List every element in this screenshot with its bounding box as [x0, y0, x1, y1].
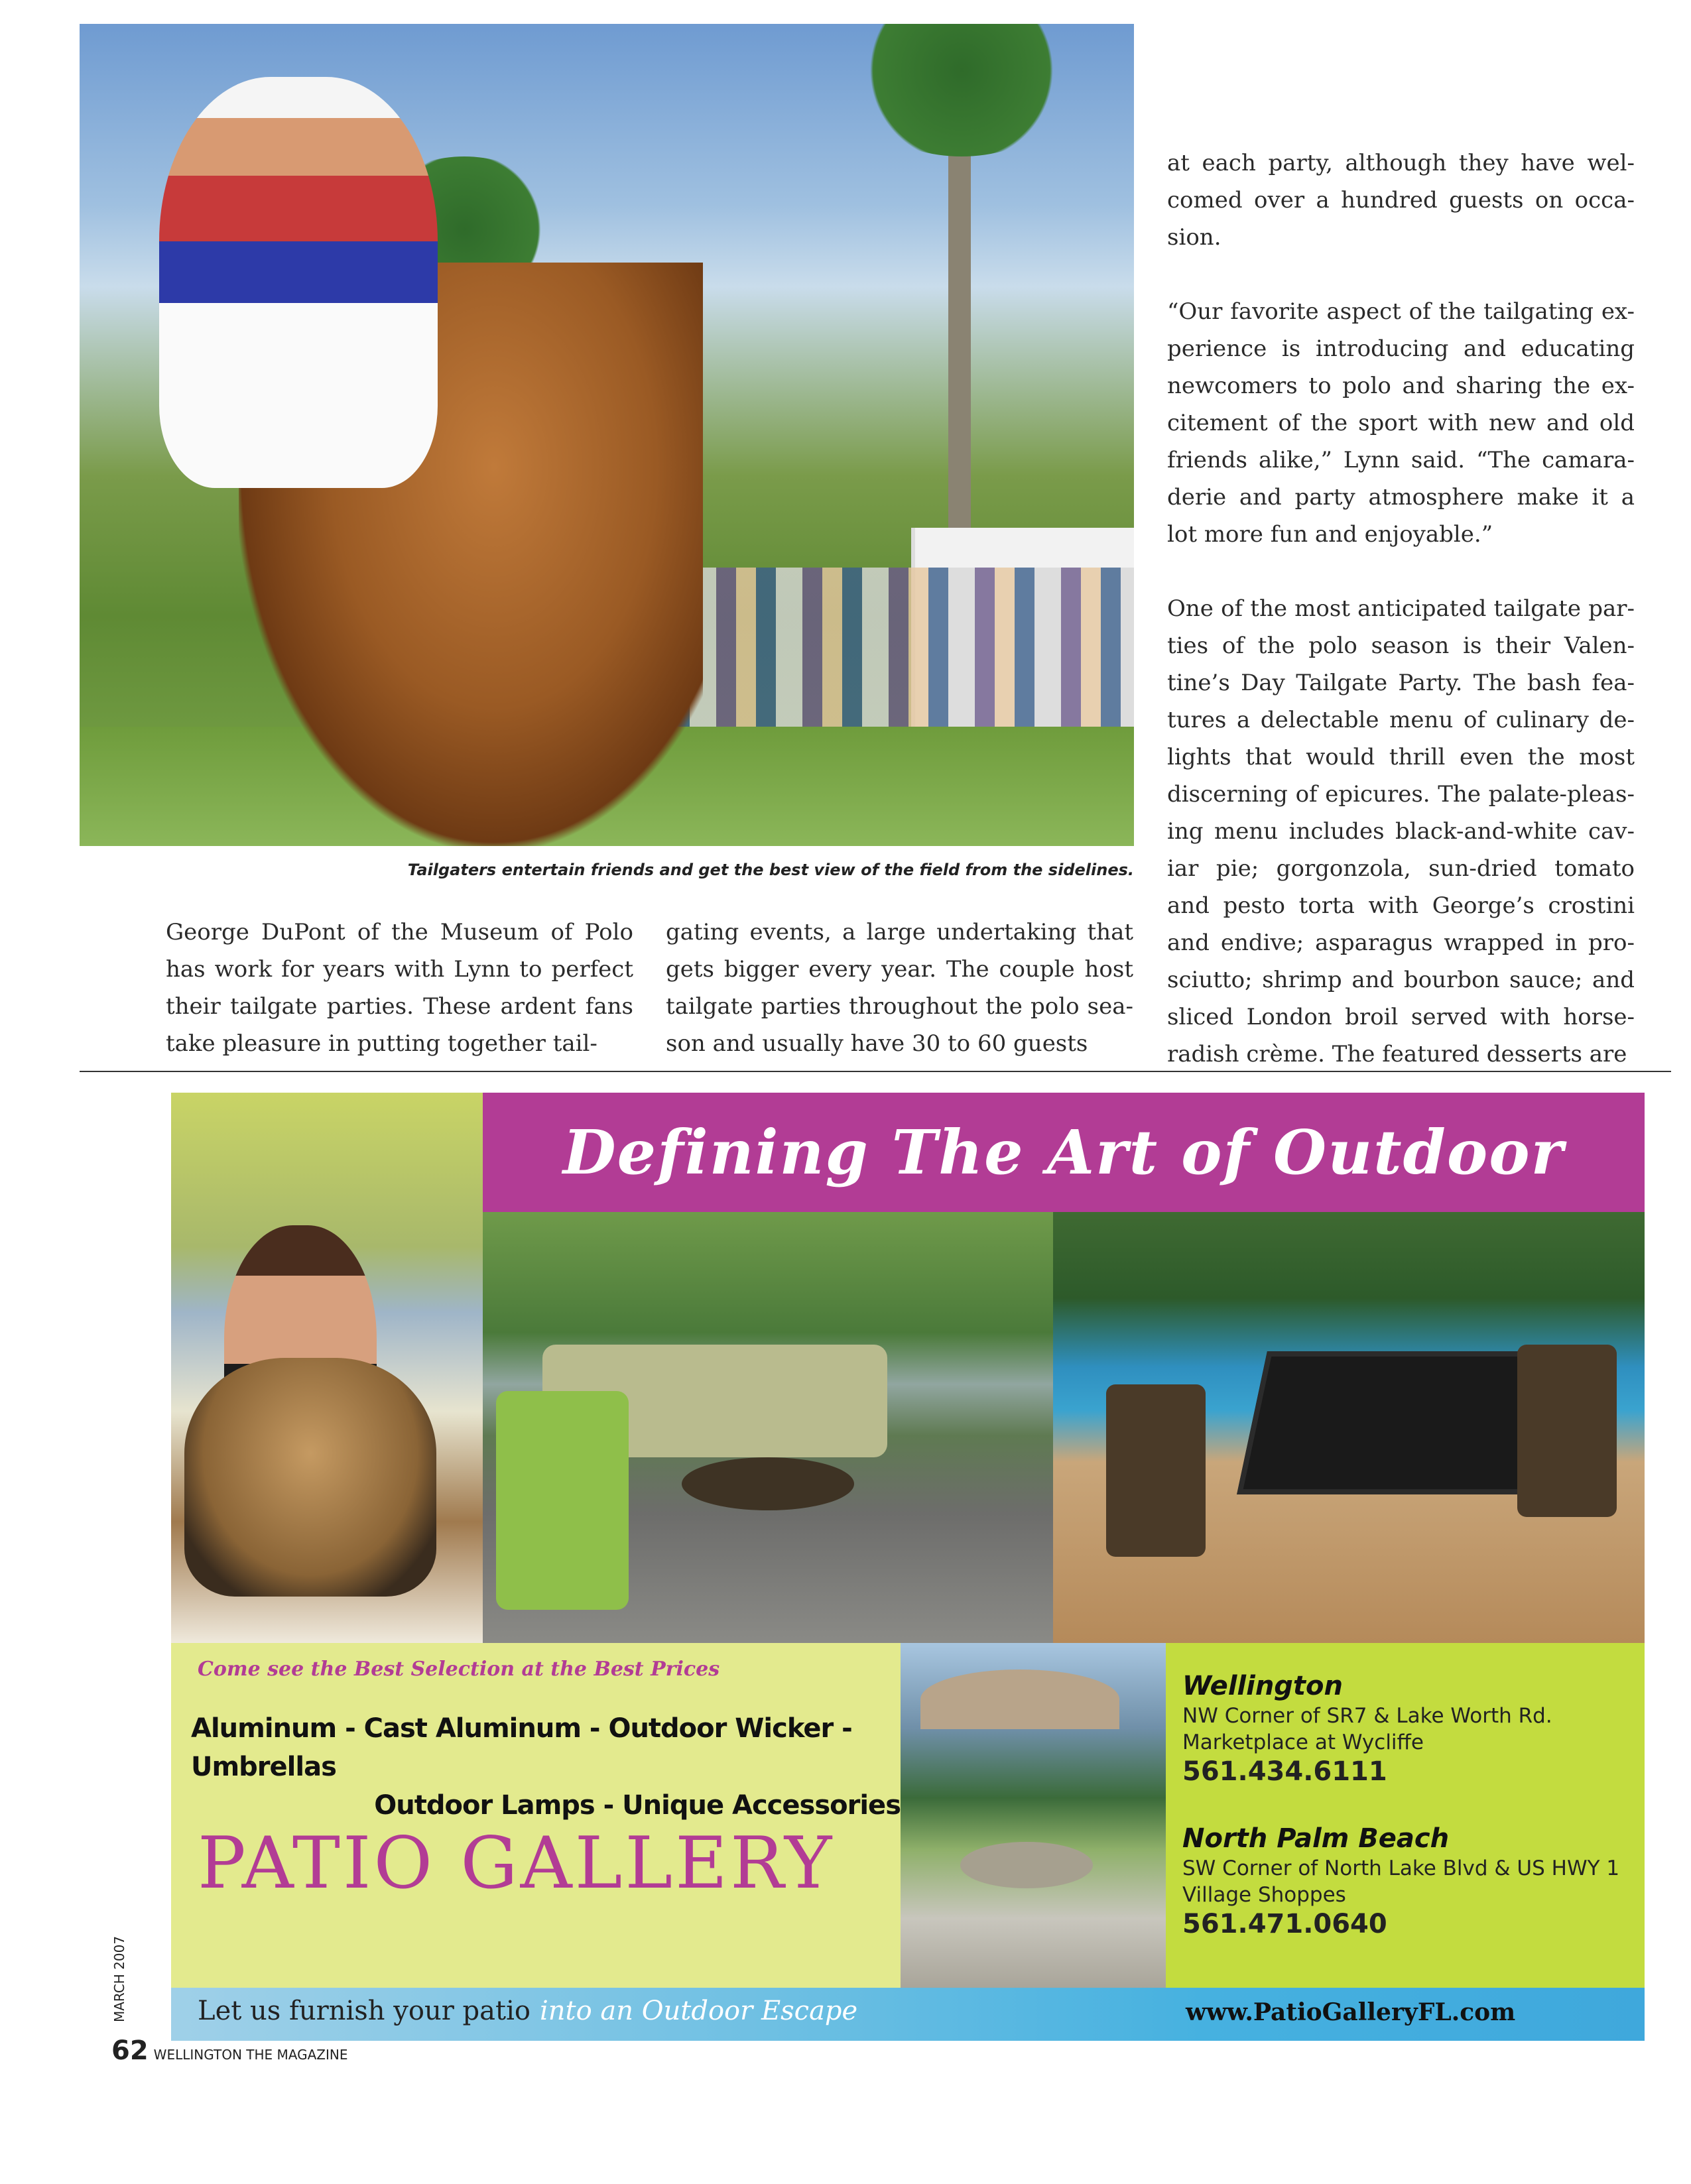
page-folio — [111, 2035, 348, 2066]
paragraph: at each party, although they have wel-comed over a hundred guests on occa-sion. — [1167, 150, 1635, 251]
slogan-main: Let us furnish your patio — [198, 1996, 531, 2026]
dining-table — [1237, 1351, 1556, 1494]
polo-photo — [80, 24, 1134, 846]
palm-fronds — [842, 24, 1081, 156]
divider-rule — [80, 1071, 1671, 1072]
tagline-banner — [483, 1093, 1645, 1212]
poolside-dining-photo — [1053, 1212, 1645, 1643]
outdoor-sofa-photo — [483, 1212, 1053, 1643]
photo-caption: Tailgaters entertain friends and get the best view of the field from the sidelines. — [407, 861, 1134, 879]
armchair — [496, 1391, 629, 1610]
umbrella — [920, 1669, 1119, 1729]
location-north-palm-beach — [1182, 1822, 1619, 1940]
patio-gallery-ad — [171, 1093, 1645, 2041]
location-address: NW Corner of SR7 & Lake Worth Rd. — [1182, 1704, 1552, 1728]
location-wellington — [1182, 1669, 1552, 1788]
patio-set-photo — [901, 1643, 1166, 1988]
paragraph: gating events, a large undertaking that gets bigger every year. The couple host tailgate parties throughout the polo sea-son and usually have 30 to 60 guests — [666, 919, 1133, 1057]
slogan-script: into an Outdoor Escape — [539, 1996, 858, 2026]
product-line-1: Aluminum - Cast Aluminum - Outdoor Wicker - Umbrellas — [191, 1713, 852, 1782]
coffee-table — [682, 1457, 854, 1510]
ad-tagline: Defining The Art of Outdoor — [562, 1117, 1565, 1188]
location-plaza: Marketplace at Wycliffe — [1182, 1730, 1424, 1754]
magazine-name: WELLINGTON THE MAGAZINE — [153, 2047, 348, 2063]
location-city: North Palm Beach — [1182, 1823, 1450, 1854]
paragraph: “Our favorite aspect of the tailgating ex-perience is introducing and educating newcomers to polo and sharing the ex-citement of the sport with new and old friends alike,” Lynn said. “The camara-derie and party atmosphere make it a lot more fun and enjoyable.” — [1167, 298, 1635, 548]
article-column-3 — [1167, 145, 1635, 1110]
location-plaza: Village Shoppes — [1182, 1883, 1346, 1907]
page-number: 62 — [111, 2035, 149, 2066]
dining-chair — [1106, 1384, 1206, 1557]
location-city: Wellington — [1182, 1671, 1344, 1701]
website-url: www.PatioGalleryFL.com — [1186, 1998, 1516, 2026]
polo-rider — [159, 77, 438, 488]
issue-date: MARCH 2007 — [111, 1935, 127, 2022]
woman-with-dog-photo — [171, 1093, 483, 1643]
dining-chair — [1517, 1345, 1617, 1517]
location-phone: 561.434.6111 — [1182, 1756, 1387, 1787]
location-phone: 561.471.0640 — [1182, 1909, 1387, 1939]
best-selection-slogan: Come see the Best Selection at the Best Prices — [198, 1658, 720, 1681]
product-line-2: Outdoor Lamps - Unique Accessories — [374, 1790, 901, 1821]
location-address: SW Corner of North Lake Blvd & US HWY 1 — [1182, 1856, 1620, 1880]
dog — [184, 1358, 436, 1597]
ad-slogan — [198, 1996, 857, 2026]
brand-name: PATIO GALLERY — [198, 1822, 835, 1905]
product-list — [191, 1709, 907, 1825]
patio-table — [960, 1842, 1093, 1888]
paragraph: One of the most anticipated tailgate par-ties of the polo season is their Valen-tine’s Day Tailgate Party. The bash fea-tures a delectable menu of culinary de-lights that would thrill even the most discerning of epicures. The palate-pleas-ing menu includes black-and-white cav-iar pie; gorgonzola, sun-dried tomato and pesto torta with George’s crostini and endive; asparagus wrapped in pro-sciutto; shrimp and bourbon sauce; and sliced London broil served with horse-radish crème. The featured desserts are — [1167, 595, 1635, 1067]
paragraph: George DuPont of the Museum of Polo has work for years with Lynn to perfect their tailgate parties. These ardent fans take pleasure in putting together tail- — [166, 919, 633, 1057]
